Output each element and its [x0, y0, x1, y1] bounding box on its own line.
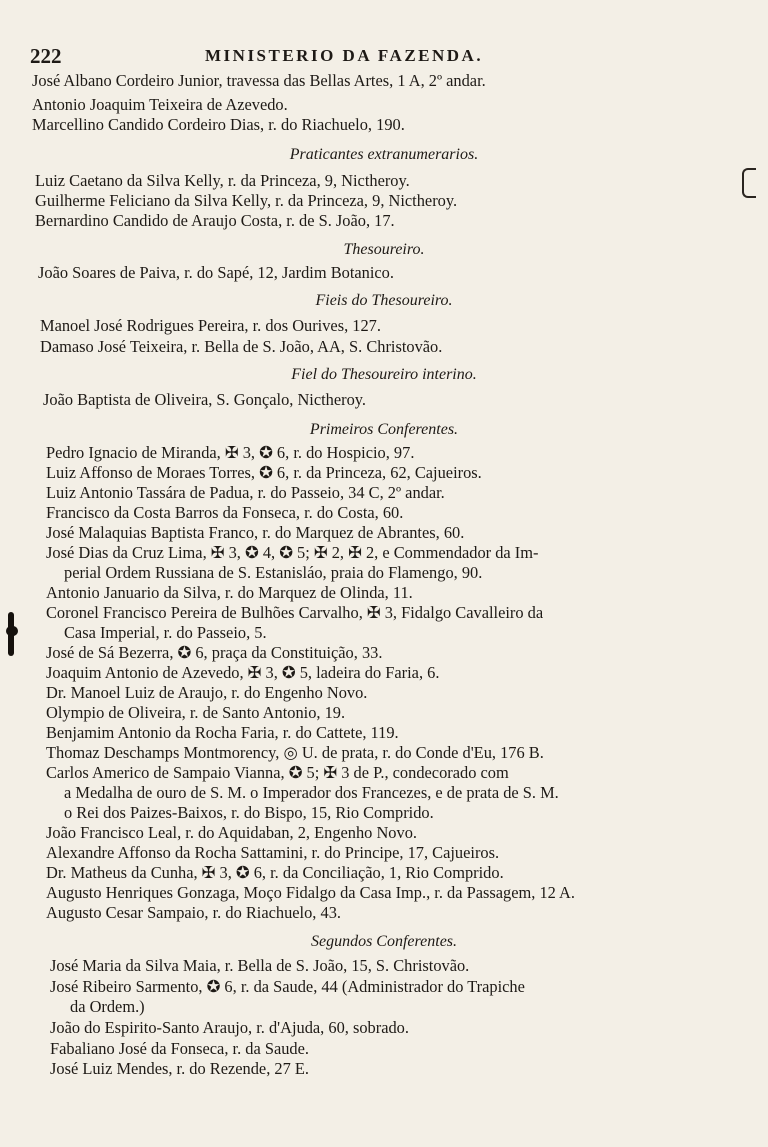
entry-line: Casa Imperial, r. do Passeio, 5. — [64, 623, 267, 642]
entry-line: Alexandre Affonso da Rocha Sattamini, r. do Principe, 17, Cajueiros. — [46, 843, 500, 862]
section-heading: Thesoureiro. — [343, 241, 425, 258]
entry-line: José Ribeiro Sarmento, ✪ 6, r. da Saude, 44 (Administrador do Trapiche — [50, 977, 525, 996]
entry-line: José Albano Cordeiro Junior, travessa das Bellas Artes, 1 A, 2º andar. — [32, 71, 486, 90]
entry-line: Manoel José Rodrigues Pereira, r. dos Ourives, 127. — [40, 316, 381, 335]
entry-line: Benjamim Antonio da Rocha Faria, r. do Cattete, 119. — [46, 723, 399, 742]
section-heading: Fiel do Thesoureiro interino. — [291, 366, 477, 383]
section-heading: Praticantes extranumerarios. — [289, 146, 479, 163]
entry-line: Bernardino Candido de Araujo Costa, r. de S. João, 17. — [35, 211, 395, 230]
entry-line: Dr. Matheus da Cunha, ✠ 3, ✪ 6, r. da Conciliação, 1, Rio Comprido. — [46, 863, 504, 882]
running-head: MINISTERIO DA FAZENDA. — [205, 46, 484, 65]
entry-line: João Baptista de Oliveira, S. Gonçalo, Nictheroy. — [43, 390, 367, 409]
section-heading: Segundos Conferentes. — [310, 933, 458, 950]
entry-line: Joaquim Antonio de Azevedo, ✠ 3, ✪ 5, ladeira do Faria, 6. — [46, 663, 440, 682]
entry-line: Luiz Caetano da Silva Kelly, r. da Princeza, 9, Nictheroy. — [35, 171, 410, 190]
entry-line: José Luiz Mendes, r. do Rezende, 27 E. — [50, 1059, 310, 1078]
entry-line: João Francisco Leal, r. do Aquidaban, 2, Engenho Novo. — [46, 823, 417, 842]
entry-line: Dr. Manoel Luiz de Araujo, r. do Engenho Novo. — [46, 683, 368, 702]
entry-line: perial Ordem Russiana de S. Estanisláo, praia do Flamengo, 90. — [64, 563, 483, 582]
entry-line: Damaso José Teixeira, r. Bella de S. João, AA, S. Christovão. — [40, 337, 443, 356]
section-heading: Primeiros Conferentes. — [309, 421, 459, 438]
entry-line: José Maria da Silva Maia, r. Bella de S. João, 15, S. Christovão. — [50, 956, 470, 975]
entry-line: o Rei dos Paizes-Baixos, r. do Bispo, 15, Rio Comprido. — [64, 803, 434, 822]
entry-line: Luiz Antonio Tassára de Padua, r. do Passeio, 34 C, 2º andar. — [46, 483, 445, 502]
entry-line: Antonio Joaquim Teixeira de Azevedo. — [32, 95, 288, 114]
bracket-mark — [742, 168, 756, 198]
entry-line: Guilherme Feliciano da Silva Kelly, r. da Princeza, 9, Nictheroy. — [35, 191, 458, 210]
entry-line: Carlos Americo de Sampaio Vianna, ✪ 5; ✠ 3 de P., condecorado com — [46, 763, 509, 782]
entry-line: José de Sá Bezerra, ✪ 6, praça da Constituição, 33. — [46, 643, 383, 662]
page-number: 222 — [30, 44, 62, 68]
entry-line: José Dias da Cruz Lima, ✠ 3, ✪ 4, ✪ 5; ✠ 2, ✠ 2, e Commendador da Im- — [46, 543, 539, 562]
section-heading: Fieis do Thesoureiro. — [315, 292, 453, 309]
entry-line: a Medalha de ouro de S. M. o Imperador dos Francezes, e de prata de S. M. — [64, 783, 559, 802]
entry-line: Coronel Francisco Pereira de Bulhões Carvalho, ✠ 3, Fidalgo Cavalleiro da — [46, 603, 544, 622]
entry-line: Augusto Henriques Gonzaga, Moço Fidalgo da Casa Imp., r. da Passagem, 12 A. — [46, 883, 575, 902]
ink-mark — [6, 626, 18, 636]
entry-line: Augusto Cesar Sampaio, r. do Riachuelo, 43. — [46, 903, 341, 922]
entry-line: José Malaquias Baptista Franco, r. do Marquez de Abrantes, 60. — [46, 523, 465, 542]
entry-line: Olympio de Oliveira, r. de Santo Antonio, 19. — [46, 703, 346, 722]
page-header — [30, 44, 730, 68]
entry-line: Pedro Ignacio de Miranda, ✠ 3, ✪ 6, r. do Hospicio, 97. — [46, 443, 415, 462]
entry-line: Antonio Januario da Silva, r. do Marquez de Olinda, 11. — [46, 583, 413, 602]
entry-line: Fabaliano José da Fonseca, r. da Saude. — [50, 1039, 310, 1058]
entry-line: da Ordem.) — [70, 997, 145, 1016]
entry-line: João do Espirito-Santo Araujo, r. d'Ajuda, 60, sobrado. — [50, 1018, 409, 1037]
entry-line: Marcellino Candido Cordeiro Dias, r. do Riachuelo, 190. — [32, 115, 405, 134]
entry-line: João Soares de Paiva, r. do Sapé, 12, Jardim Botanico. — [38, 263, 394, 282]
entry-line: Luiz Affonso de Moraes Torres, ✪ 6, r. da Princeza, 62, Cajueiros. — [46, 463, 482, 482]
entry-line: Francisco da Costa Barros da Fonseca, r. do Costa, 60. — [46, 503, 404, 522]
entry-line: Thomaz Deschamps Montmorency, ◎ U. de prata, r. do Conde d'Eu, 176 B. — [46, 743, 544, 762]
